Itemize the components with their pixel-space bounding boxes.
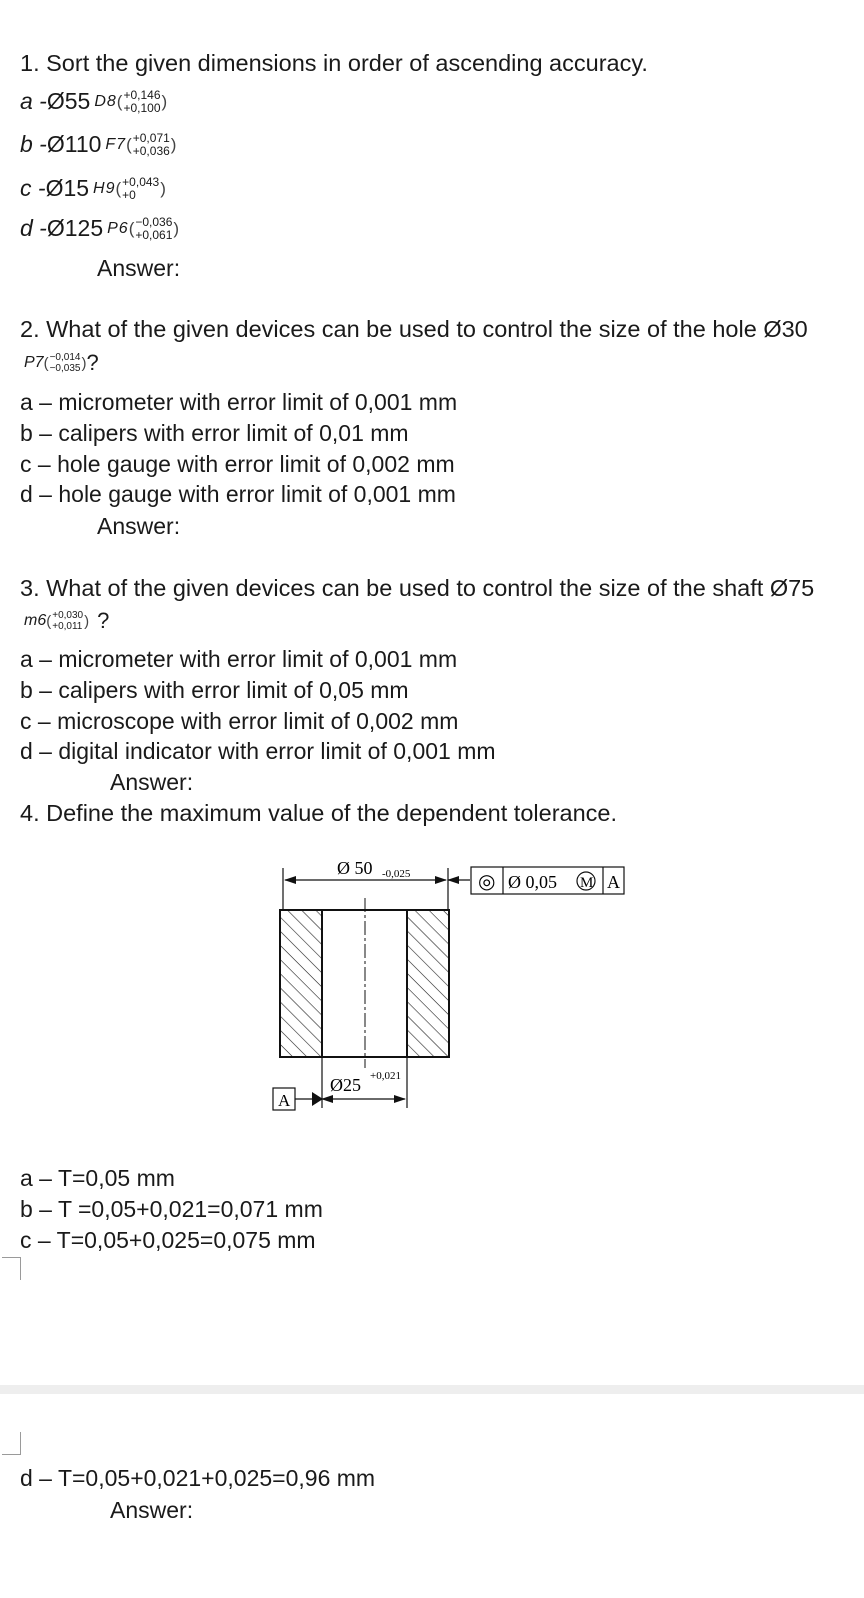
q2-fit: P7 — [24, 354, 44, 371]
q2-option-a: a – micrometer with error limit of 0,001 mm — [20, 389, 458, 415]
q1-item-c-lower: +0 — [122, 187, 136, 202]
q3-fit: m6 — [24, 612, 47, 629]
q2-option-d: d – hole gauge with error limit of 0,001 mm — [20, 481, 456, 507]
q4-title: 4. Define the maximum value of the dependent tolerance. — [20, 800, 618, 826]
q1-item-a-lower: +0,100 — [123, 100, 161, 115]
q1-item-b: b - Ø110 F7 ( +0,071 +0,036 ) — [20, 130, 177, 158]
q3-fit-row: m6 ( +0,030 +0,011 ) ? — [24, 608, 110, 633]
q1-title: 1. Sort the given dimensions in order of ascending accuracy. — [20, 50, 648, 76]
q3-qmark: ? — [97, 608, 110, 633]
q2-option-c: c – hole gauge with error limit of 0,002 mm — [20, 451, 455, 477]
q1-item-b-dim: Ø110 — [46, 131, 102, 157]
q3-option-c: c – microscope with error limit of 0,002 mm — [20, 708, 459, 734]
q1-item-c-upper: +0,043 — [122, 174, 160, 189]
q1-item-b-upper: +0,071 — [132, 130, 170, 145]
q1-item-d-upper: −0,036 — [135, 214, 173, 229]
q1-item-a-fit: D8 — [94, 92, 117, 110]
frame-tolerance-value: Ø 0,05 — [508, 872, 557, 892]
q1-item-a-dim: Ø55 — [46, 88, 91, 114]
q2-lower: −0,035 — [49, 363, 81, 374]
inner-dim-text: Ø25 — [330, 1075, 361, 1095]
q1-answer-label: Answer: — [97, 255, 181, 281]
q1-item-a: a - Ø55 D8 ( +0,146 +0,100 ) — [20, 87, 168, 115]
q1-item-d-lower: +0,061 — [135, 227, 173, 242]
q1-item-a-upper: +0,146 — [123, 87, 161, 102]
datum-triangle — [312, 1092, 323, 1106]
coaxiality-symbol: ◎ — [478, 871, 496, 893]
q1-item-d: d - Ø125 P6 ( −0,036 +0,061 ) — [20, 214, 180, 242]
outer-dim-tol: -0,025 — [382, 868, 411, 880]
q3-upper: +0,030 — [52, 610, 84, 621]
q2-fit-row: P7 ( −0,014 −0,035 ) ? — [24, 350, 99, 375]
q2-option-b: b – calipers with error limit of 0,01 mm — [20, 420, 409, 446]
q2-title: 2. What of the given devices can be used to control the size of the hole Ø30 — [20, 316, 808, 342]
page-corner-mark-top — [2, 1257, 21, 1280]
q3-title: 3. What of the given devices can be used to control the size of the shaft Ø75 — [20, 575, 815, 601]
q2-answer-label: Answer: — [97, 513, 181, 539]
q2-upper: −0,014 — [49, 352, 81, 363]
datum-label: A — [278, 1091, 291, 1110]
q4-option-a: a – T=0,05 mm — [20, 1165, 175, 1191]
mmc-modifier: M — [580, 875, 594, 891]
q4-technical-drawing — [0, 840, 864, 1140]
q1-item-a-prefix: a - — [20, 88, 47, 114]
q3-option-b: b – calipers with error limit of 0,05 mm — [20, 677, 409, 703]
q1-item-b-lower: +0,036 — [132, 143, 170, 158]
q1-item-c-fit: H9 — [93, 179, 116, 197]
q3-lower: +0,011 — [52, 621, 83, 632]
q1-item-d-dim: Ø125 — [46, 215, 104, 241]
q4-option-b: b – T =0,05+0,021=0,071 mm — [20, 1196, 323, 1222]
page-corner-mark-bottom — [2, 1432, 21, 1455]
page-break — [0, 1385, 864, 1394]
q4-answer-label: Answer: — [110, 1497, 194, 1523]
q4-option-d: d – T=0,05+0,021+0,025=0,96 mm — [20, 1465, 376, 1491]
inner-dim-tol: +0,021 — [370, 1070, 401, 1082]
q3-option-a: a – micrometer with error limit of 0,001 mm — [20, 646, 458, 672]
q2-qmark: ? — [86, 350, 99, 375]
q3-answer-label: Answer: — [110, 769, 194, 795]
wall-right-hatch — [408, 911, 448, 1056]
q1-item-c: c - Ø15 H9 ( +0,043 +0 ) — [20, 174, 166, 202]
q4-option-c: c – T=0,05+0,025=0,075 mm — [20, 1227, 316, 1253]
outer-dim-text: Ø 50 — [337, 858, 373, 878]
q3-option-d: d – digital indicator with error limit of 0,001 mm — [20, 738, 496, 764]
q1-item-c-prefix: c - — [20, 175, 46, 201]
frame-datum: A — [607, 872, 620, 892]
q1-item-b-fit: F7 — [105, 135, 127, 153]
wall-left-hatch — [281, 911, 321, 1056]
q1-item-c-dim: Ø15 — [45, 175, 90, 201]
q1-item-d-fit: P6 — [107, 219, 129, 237]
q1-item-b-prefix: b - — [20, 131, 47, 157]
q1-item-d-prefix: d - — [20, 215, 47, 241]
